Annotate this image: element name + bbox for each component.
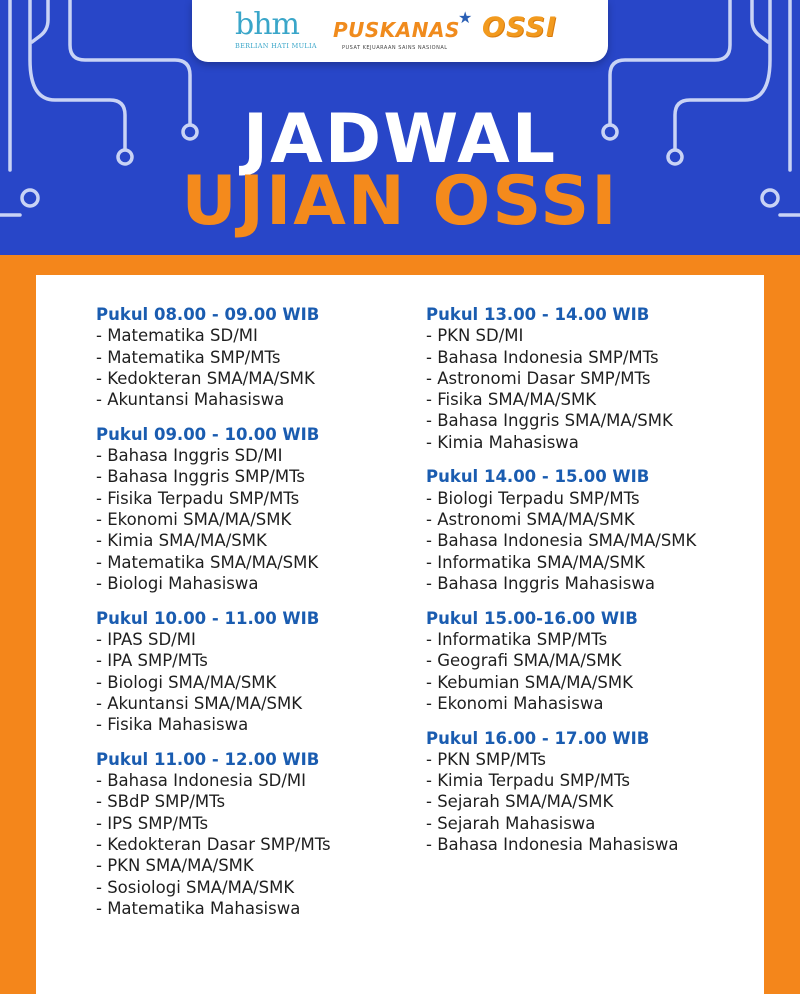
slot-item: - Fisika Mahasiswa	[96, 715, 249, 735]
slot-time: Pukul 13.00 - 14.00 WIB	[426, 305, 650, 324]
slot-item: - Kedokteran Dasar SMP/MTs	[96, 835, 331, 854]
title-line-1: JADWAL	[242, 100, 558, 179]
slot-time: Pukul 09.00 - 10.00 WIB	[96, 424, 320, 444]
slot-time: Pukul 08.00 - 09.00 WIB	[96, 305, 320, 324]
slot-item: - Sejarah SMA/MA/SMK	[426, 792, 614, 812]
schedule-slot	[426, 466, 696, 594]
slot-item: - IPS SMP/MTs	[96, 813, 209, 833]
slot-item: - SBdP SMP/MTs	[96, 792, 226, 812]
star-icon: ★	[458, 8, 473, 27]
slot-item: - Bahasa Indonesia SMP/MTs	[426, 347, 659, 367]
schedule-slot	[426, 728, 696, 856]
schedule-column-right	[426, 304, 696, 869]
slot-item: - Ekonomi SMA/MA/SMK	[96, 510, 292, 530]
slot-item: - PKN SD/MI	[426, 326, 524, 346]
slot-item: - Bahasa Indonesia Mahasiswa	[426, 835, 679, 854]
slot-time: Pukul 14.00 - 15.00 WIB	[426, 467, 650, 487]
logo-card	[192, 0, 608, 62]
slot-item: - Kebumian SMA/MA/SMK	[426, 672, 633, 692]
slot-item: - Informatika SMP/MTs	[426, 629, 608, 649]
slot-item: - Bahasa Inggris Mahasiswa	[426, 573, 655, 593]
slot-item: - PKN SMA/MA/SMK	[96, 856, 254, 876]
slot-item: - Bahasa Indonesia SMA/MA/SMK	[426, 531, 697, 551]
puskanas-logo: PUSKANAS	[333, 18, 460, 42]
schedule-slot	[96, 424, 331, 594]
slot-item: - Bahasa Inggris SD/MI	[96, 446, 283, 466]
slot-item: - Matematika SMP/MTs	[96, 347, 281, 367]
slot-item: - Fisika Terpadu SMP/MTs	[96, 488, 300, 508]
schedule-slot	[96, 304, 331, 410]
slot-item: - Kimia Mahasiswa	[426, 432, 579, 452]
slot-item: - IPAS SD/MI	[96, 629, 196, 649]
schedule-slot	[426, 608, 696, 714]
slot-item: - Kimia Terpadu SMP/MTs	[426, 771, 630, 791]
slot-item: - PKN SMP/MTs	[426, 749, 546, 769]
slot-item: - Bahasa Indonesia SD/MI	[96, 771, 307, 791]
ossi-logo: OSSI	[482, 12, 557, 43]
schedule-slot	[96, 749, 331, 919]
slot-item: - Geografi SMA/MA/SMK	[426, 651, 622, 671]
slot-item: - Astronomi Dasar SMP/MTs	[426, 368, 651, 388]
slot-item: - Biologi SMA/MA/SMK	[96, 672, 277, 692]
schedule-column-left	[96, 304, 331, 933]
schedule-slot	[426, 304, 696, 453]
title-line-2: UJIAN OSSI	[181, 162, 619, 241]
bhm-logo: bhm	[235, 7, 299, 42]
slot-item: - IPA SMP/MTs	[96, 651, 208, 671]
slot-item: - Bahasa Inggris SMP/MTs	[96, 467, 306, 487]
slot-item: - Sejarah Mahasiswa	[426, 813, 596, 833]
slot-item: - Akuntansi Mahasiswa	[96, 390, 285, 410]
slot-item: - Ekonomi Mahasiswa	[426, 693, 604, 713]
slot-time: Pukul 10.00 - 11.00 WIB	[96, 608, 320, 628]
slot-item: - Informatika SMA/MA/SMK	[426, 552, 645, 572]
slot-item: - Biologi Mahasiswa	[96, 573, 259, 593]
slot-item: - Kimia SMA/MA/SMK	[96, 531, 267, 551]
slot-time: Pukul 16.00 - 17.00 WIB	[426, 728, 650, 748]
slot-item: - Matematika Mahasiswa	[96, 898, 301, 918]
schedule-slot	[96, 608, 331, 736]
slot-time: Pukul 11.00 - 12.00 WIB	[96, 749, 320, 769]
slot-item: - Bahasa Inggris SMA/MA/SMK	[426, 411, 673, 431]
slot-item: - Fisika SMA/MA/SMK	[426, 390, 597, 410]
slot-item: - Sosiologi SMA/MA/SMK	[96, 877, 295, 897]
slot-time: Pukul 15.00-16.00 WIB	[426, 608, 638, 628]
puskanas-logo-tagline: PUSAT KEJUARAAN SAINS NASIONAL	[342, 45, 448, 51]
slot-item: - Biologi Terpadu SMP/MTs	[426, 488, 640, 508]
slot-item: - Astronomi SMA/MA/SMK	[426, 510, 635, 530]
bhm-logo-tagline: BERLIAN HATI MULIA	[235, 42, 317, 50]
slot-item: - Matematika SMA/MA/SMK	[96, 552, 319, 572]
slot-item: - Akuntansi SMA/MA/SMK	[96, 693, 303, 713]
slot-item: - Kedokteran SMA/MA/SMK	[96, 368, 315, 388]
slot-item: - Matematika SD/MI	[96, 326, 258, 346]
